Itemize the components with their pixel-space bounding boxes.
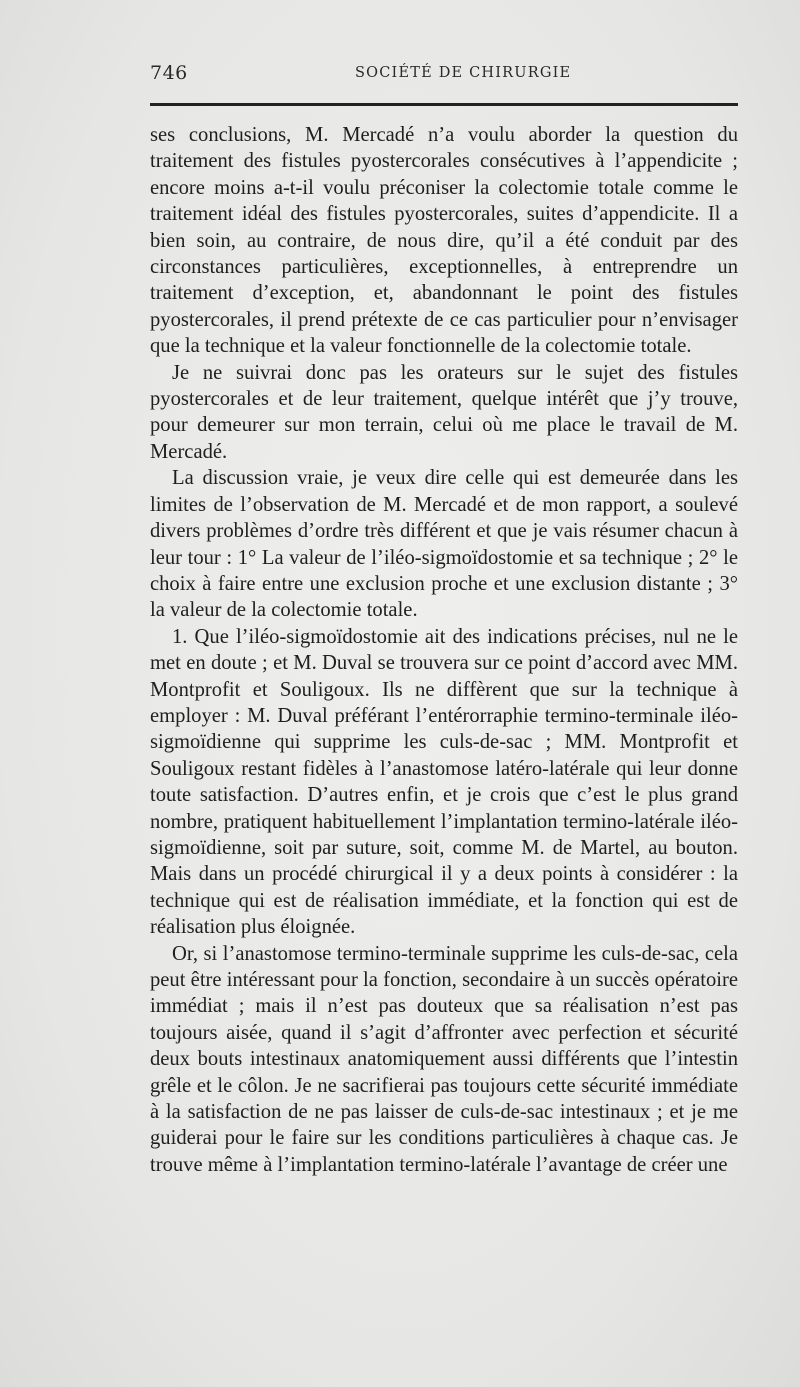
paragraph-1: ses conclusions, M. Mercadé n’a voulu aborder la question du traitement des fistules pyostercorales consécutives à l’appendicite ; encore moins a-t-il voulu préconiser la colectomie totale comme le traitement idéal des fistules pyostercorales, suites d’appendicite. Il a bien soin, au contraire, de nous dire, qu’il a été conduit par des circonstances particulières, exceptionnelles, à entreprendre un traitement d’exception, et, abandonnant le point des fistules pyostercorales, il prend prétexte de ce cas particulier pour n’envisager que la technique et la valeur fonctionnelle de la colectomie totale.: [150, 124, 738, 358]
running-head: [150, 62, 738, 88]
paragraph-5: Or, si l’anastomose termino-terminale supprime les culs-de-sac, cela peut être intéressant pour la fonction, secondaire à un succès opératoire immédiat ; mais il n’est pas douteux que sa réalisation n’est pas toujours aisée, quand il s’agit d’affronter avec perfection et sécurité deux bouts intestinaux anatomiquement aussi différents que l’intestin grêle et le côlon. Je ne sacrifierai pas toujours cette sécurité immédiate à la satisfaction de ne pas laisser de culs-de-sac intestinaux ; et je me guiderai pour le faire sur les conditions particulières à chaque cas. Je trouve même à l’implantation termino-latérale l’avantage de créer une: [150, 942, 738, 1176]
header-rule: [150, 103, 738, 106]
body-text: [150, 122, 738, 1178]
paragraph-4: 1. Que l’iléo-sigmoïdostomie ait des indications précises, nul ne le met en doute ; et M. Duval se trouvera sur ce point d’accord avec MM. Montprofit et Souligoux. Ils ne diffèrent que sur la technique à employer : M. Duval préférant l’entérorraphie termino-terminale iléo-sigmoïdienne qui supprime les culs-de-sac ; MM. Montprofit et Souligoux restant fidèles à l’anastomose latéro-latérale qui leur donne toute satisfaction. D’autres enfin, et je crois que c’est le plus grand nombre, pratiquent habituellement l’implantation termino-latérale iléo-sigmoïdienne, soit par suture, soit, comme M. de Martel, au bouton. Mais dans un procédé chirurgical il y a deux points à considérer : la technique qui est de réalisation immédiate, et la fonction qui est de réalisation plus éloignée.: [150, 625, 738, 939]
running-title: SOCIÉTÉ DE CHIRURGIE: [355, 65, 572, 81]
page-number: 746: [150, 62, 188, 84]
paragraph-3: La discussion vraie, je veux dire celle qui est demeurée dans les limites de l’observation de M. Mercadé et de mon rapport, a soulevé divers problèmes d’ordre très différent et que je vais résumer chacun à leur tour : 1° La valeur de l’iléo-sigmoïdostomie et sa technique ; 2° le choix à faire entre une exclusion proche et une exclusion distante ; 3° la valeur de la colectomie totale.: [150, 467, 738, 622]
paragraph-2: Je ne suivrai donc pas les orateurs sur le sujet des fistules pyostercorales et de leur traitement, quelque intérêt que j’y trouve, pour demeurer sur mon terrain, celui où me place le travail de M. Mercadé.: [150, 361, 738, 463]
